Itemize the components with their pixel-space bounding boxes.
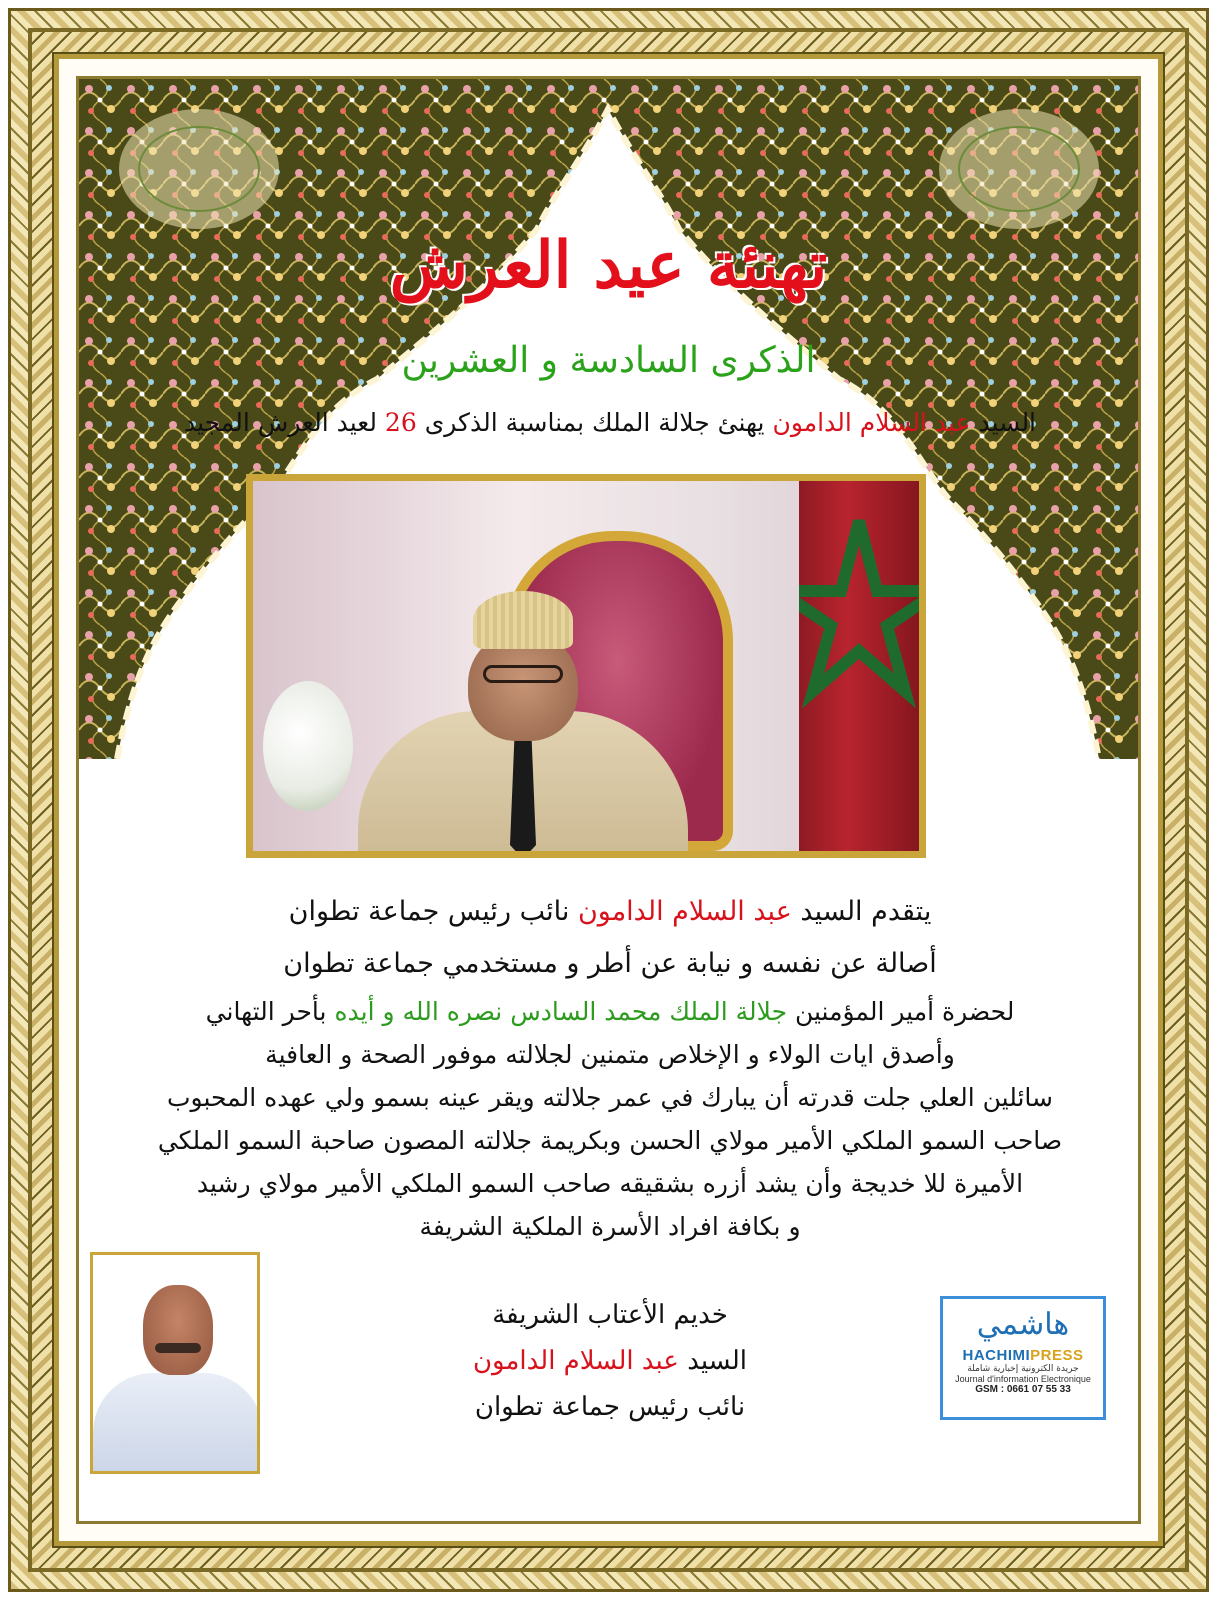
headline-name: عبد السلام الدامون: [772, 408, 971, 437]
signature-line-3: نائب رئيس جماعة تطوان: [474, 1392, 746, 1422]
card-subtitle: الذكرى السادسة و العشرين: [401, 340, 816, 381]
king-figure: [358, 591, 688, 851]
hachimi-press-logo: [940, 1296, 1106, 1420]
headline-suffix: لعيد العرش المجيد: [183, 408, 377, 437]
body-line-1-prefix: يتقدم السيد: [800, 896, 932, 927]
card-title: تهنئة عيد العرش: [389, 228, 828, 303]
body-line-1: [130, 886, 1090, 938]
body-line-3-king: جلالة الملك محمد السادس نصره الله و أيده: [334, 997, 788, 1026]
logo-mark: هاشمي: [976, 1307, 1070, 1342]
body-line-1-suffix: نائب رئيس جماعة تطوان: [288, 896, 570, 927]
signature-name: عبد السلام الدامون: [472, 1346, 679, 1376]
body-line-7: الأميرة للا خديجة وأن يشد أزره بشقيقه صاحب السمو الملكي الأمير مولاي رشيد: [196, 1169, 1024, 1198]
logo-arabic-tagline: جريدة الكترونية إخبارية شاملة: [967, 1364, 1079, 1374]
sender-portrait: [90, 1252, 260, 1474]
flower-bouquet: [263, 681, 353, 811]
headline-prefix: السيد: [978, 408, 1037, 437]
logo-name-part2: PRESS: [1030, 1347, 1084, 1364]
glasses: [483, 665, 563, 683]
body-line-6: صاحب السمو الملكي الأمير مولاي الحسن وبكريمة جلالته المصون صاحبة السمو الملكي: [157, 1126, 1063, 1155]
body-line-8: و بكافة افراد الأسرة الملكية الشريفة: [419, 1212, 801, 1241]
logo-gsm: GSM : 0661 07 55 33: [975, 1384, 1071, 1395]
signature-line-1: خديم الأعتاب الشريفة: [492, 1300, 728, 1330]
body-line-4: وأصدق ايات الولاء و الإخلاص متمنين لجلالته موفور الصحة و العافية: [265, 1040, 955, 1069]
signature-prefix: السيد: [687, 1346, 748, 1376]
body-line-3-prefix: لحضرة أمير المؤمنين: [794, 997, 1015, 1026]
flag-star-icon: [799, 481, 919, 851]
message-body: [130, 886, 1090, 1248]
portrait-shirt: [93, 1373, 260, 1474]
logo-name-part1: HACHIMI: [962, 1347, 1031, 1364]
signature-line-2: [390, 1338, 830, 1384]
body-line-3-suffix: بأحر التهاني: [205, 997, 327, 1026]
headline-number: 26: [384, 408, 417, 437]
logo-french-tagline: Journal d'information Electronique: [955, 1374, 1091, 1384]
body-line-2: أصالة عن نفسه و نيابة عن أطر و مستخدمي جماعة تطوان: [283, 948, 937, 979]
body-line-1-name: عبد السلام الدامون: [577, 896, 792, 927]
cap: [473, 591, 573, 649]
logo-name: [943, 1347, 1103, 1364]
portrait-mustache: [155, 1343, 201, 1353]
moroccan-flag: [799, 481, 919, 851]
signature-block: [390, 1292, 830, 1430]
headline-middle: يهنئ جلالة الملك بمناسبة الذكرى: [424, 408, 765, 437]
body-line-5: سائلين العلي جلت قدرته أن يبارك في عمر جلالته ويقر عينه بسمو ولي عهده المحبوب: [167, 1083, 1053, 1112]
headline: [170, 408, 1050, 437]
body-line-3: [130, 990, 1090, 1033]
portrait-head: [143, 1285, 213, 1375]
king-photo: [246, 474, 926, 858]
